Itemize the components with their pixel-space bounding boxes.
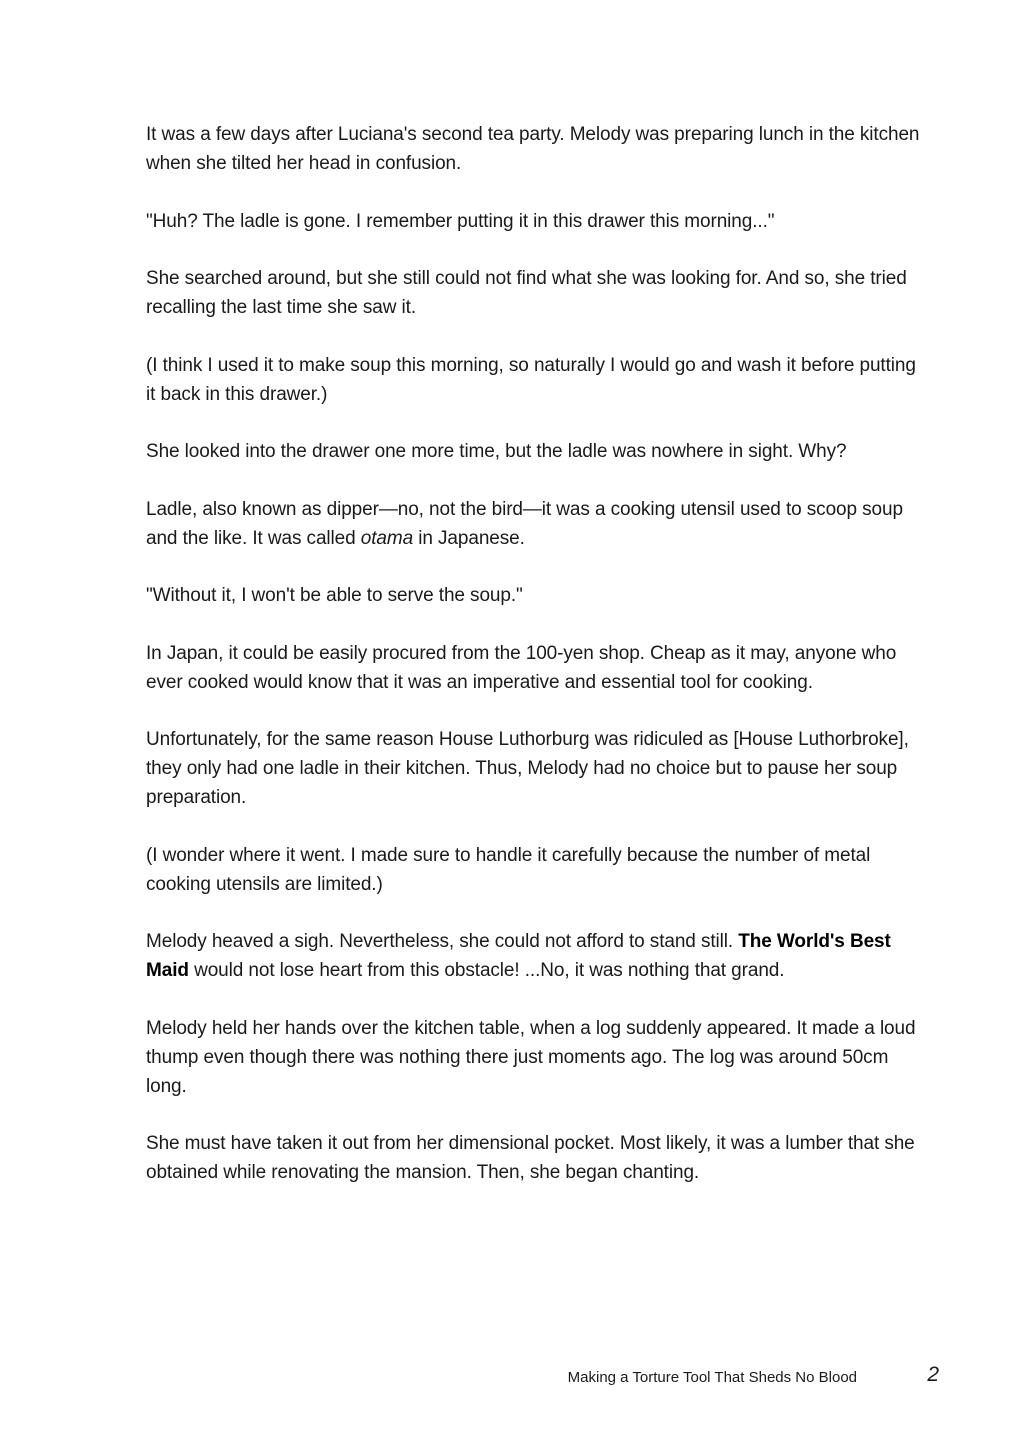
paragraph-text: would not lose heart from this obstacle! ...No, it was nothing that grand.	[188, 960, 785, 981]
paragraph: In Japan, it could be easily procured from the 100-yen shop. Cheap as it may, anyone who ever cooked would know that it was an imperative and essential tool for cooking.	[146, 642, 897, 693]
paragraph: Melody held her hands over the kitchen table, when a log suddenly appeared. It made a loud thump even though there was nothing there just moments ago. The log was around 50cm long.	[146, 1017, 916, 1097]
paragraph: She searched around, but she still could not find what she was looking for. And so, she tried recalling the last time she saw it.	[146, 268, 907, 318]
paragraph: She looked into the drawer one more time, but the ladle was nowhere in sight. Why?	[146, 441, 847, 462]
paragraph-text: Ladle, also known as dipper—no, not the bird—it was a cooking utensil used to scoop soup and the like. It was called	[146, 498, 903, 549]
paragraph: (I think I used it to make soup this morning, so naturally I would go and wash it before putting it back in this drawer.)	[146, 354, 916, 405]
paragraph: "Without it, I won't be able to serve the soup."	[146, 585, 523, 606]
paragraph: (I wonder where it went. I made sure to handle it carefully because the number of metal cooking utensils are limited.)	[146, 844, 871, 895]
running-title: Making a Torture Tool That Sheds No Blood	[567, 1369, 857, 1386]
page-number: 2	[927, 1363, 939, 1386]
paragraph: She must have taken it out from her dimensional pocket. Most likely, it was a lumber that she obtained while renovating the mansion. Then, she began chanting.	[146, 1133, 915, 1183]
emphasized-title: The World's Best Maid	[146, 931, 891, 981]
paragraph-text: Melody heaved a sigh. Nevertheless, she could not afford to stand still.	[146, 931, 739, 952]
paragraph: It was a few days after Luciana's second tea party. Melody was preparing lunch in the kitchen when she tilted her head in confusion.	[146, 124, 920, 174]
paragraph	[146, 495, 921, 553]
paragraph-text: in Japanese.	[413, 527, 525, 549]
paragraph: Unfortunately, for the same reason House Luthorburg was ridiculed as [House Luthorbroke], they only had one ladle in their kitchen. Thus, Melody had no choice but to pause her soup preparation.	[146, 729, 909, 808]
italic-term: otama	[360, 527, 414, 549]
body-text	[146, 120, 921, 1216]
page-footer	[0, 1360, 1013, 1400]
paragraph: "Huh? The ladle is gone. I remember putting it in this drawer this morning..."	[146, 210, 775, 232]
paragraph	[146, 927, 921, 985]
